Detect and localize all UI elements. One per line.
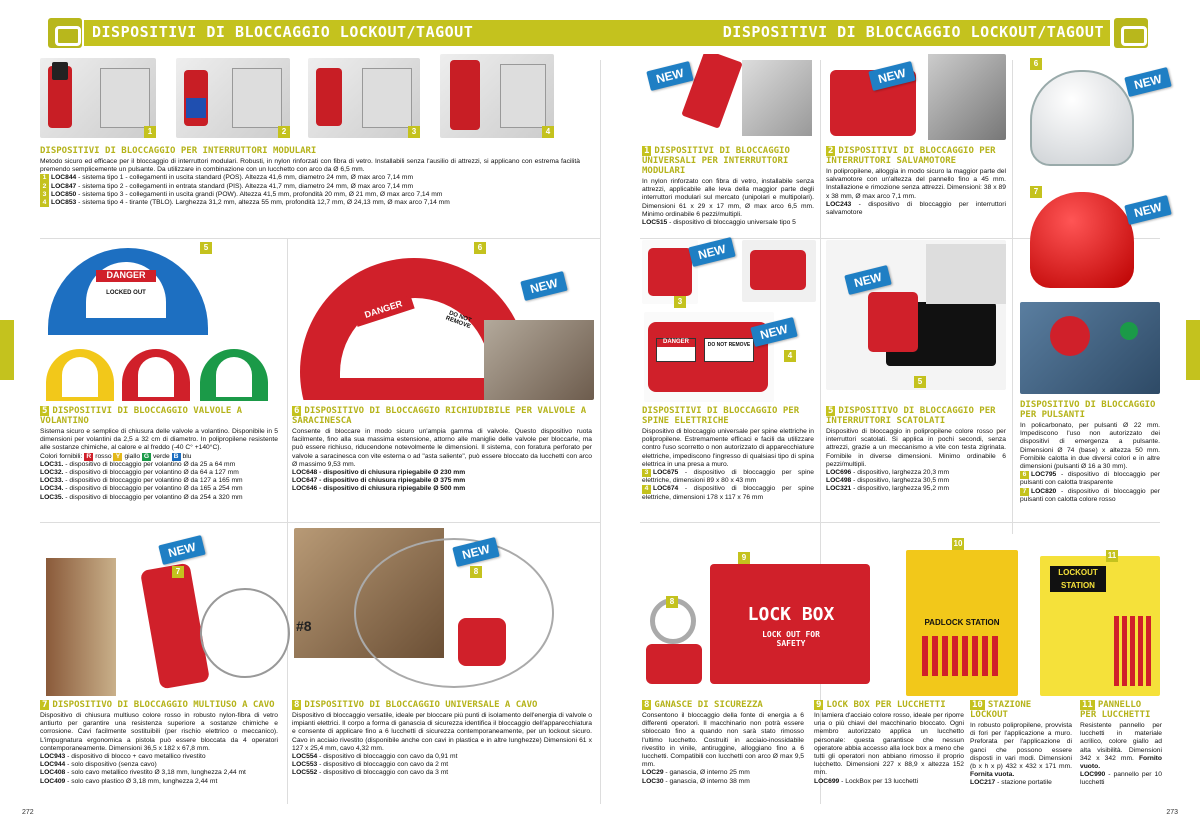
photo-number: 6 [474, 242, 486, 254]
divider [1012, 60, 1013, 534]
section-title: 11 PANNELLO PER LUCCHETTI [1080, 700, 1151, 720]
section-description: Resistente pannello per lucchetti in materiale acrilico, colore giallo ad alta visibilità. Dimensioni 342 x 342 mm. Fornito vuoto. [1080, 722, 1162, 771]
section-description: Metodo sicuro ed efficace per il bloccaggio di interruttori modulari. Robusti, in nylon rinforzati con fibra di vetro. Installabili senza l'ausilio di attrezzi, si applicano con estrema facilità premendo semplicemente un pulsante. Da utilizzare in combinazione con un lucchetto con arco da Ø 6,5 mm. [40, 158, 580, 174]
product-photo-lockbox [706, 550, 876, 696]
product-photo-button-panel [1020, 302, 1160, 394]
product-photo-plug-open [742, 240, 816, 302]
product-row: LOC553 - dispositivo di bloccaggio con cavo da 2 mt [292, 761, 449, 769]
section-title: 1 DISPOSITIVI DI BLOCCAGGIO UNIVERSALI PER INTERRUTTORI MODULARI [642, 146, 790, 176]
product-row: 1 LOC844 - sistema tipo 1 - collegamenti in uscita standard (POS). Altezza 41,6 mm, diametro 24 mm, Ø max arco 7,14 mm [40, 174, 580, 182]
product-row: LOC552 - dispositivo di bloccaggio con cavo da 3 mt [292, 769, 449, 777]
product-row: LOC30 - ganascia, Ø interno 38 mm [642, 777, 750, 785]
product-photo-loc844 [40, 58, 156, 138]
page-title-left: DISPOSITIVI DI BLOCCAGGIO LOCKOUT/TAGOUT [92, 23, 474, 41]
section-title: 6 DISPOSITIVO DI BLOCCAGGIO RICHIUDIBILE PER VALVOLE A SARACINESCA [292, 406, 587, 426]
divider [600, 60, 601, 804]
section-plug-lockout [642, 406, 814, 518]
new-badge: NEW [688, 237, 736, 267]
section-description: Dispositivo di chiusura multiuso colore rosso in robusto nylon-fibra di vetro antiurto per garantire una resistenza superiore a sostanze chimiche e corrosione. Cavi facilmente sostituibili (per rischio elettrico o meccanico). L'impugnatura ergonomica a pistola può essere bloccata da 4 operatori contemporaneamente. Dimensioni 36,5 x 182 x 67,8 mm. [40, 712, 278, 752]
product-row: LOC554 - dispositivo di bloccaggio con cavo da 0,91 mt [292, 753, 458, 761]
section-hasp [642, 700, 804, 804]
section-valve-wheel [40, 406, 278, 518]
section-title: DISPOSITIVO DI BLOCCAGGIO PER PULSANTI [1020, 400, 1156, 420]
product-row: 7 LOC820 - dispositivo di bloccaggio per pulsanti con calotta colore rosso [1020, 487, 1160, 503]
product-photo-loc853 [440, 54, 554, 138]
new-badge: NEW [158, 535, 206, 565]
section-lockout-station [970, 700, 1072, 804]
product-row: LOC647 - dispositivo di chiusura ripiegabile Ø 375 mm [292, 477, 466, 485]
page-title-right: DISPOSITIVI DI BLOCCAGGIO LOCKOUT/TAGOUT [722, 23, 1104, 41]
section-description: Sistema sicuro e semplice di chiusura delle valvole a volantino. Disponibile in 5 dimensioni per volantini da 2,5 a 32 cm di diametro. In polipropilene resistente alle sostanze chimiche, al calore e al freddo (-40 C° +140°C). [40, 428, 278, 452]
photo-number: 5 [914, 376, 926, 388]
product-photo-gate-valve [294, 240, 594, 400]
photo-number: 9 [738, 552, 750, 564]
product-row: LOC944 - solo dispositivo (senza cavo) [40, 761, 157, 769]
section-push-button [1020, 400, 1160, 520]
product-row: LOC32. - dispositivo di bloccaggio per volantino Ø da 64 a 127 mm [40, 469, 239, 477]
header-bar-right [600, 20, 1110, 46]
product-row: 4 LOC674 - dispositivo di bloccaggio per spine elettriche, dimensioni 178 x 117 x 76 mm [642, 485, 814, 501]
section-description: Dispositivo di bloccaggio versatile, ideale per bloccare più punti di isolamento dell'energia di valvole o impianti elettrici. Il corpo a forma di ganascia di sicurezza identifica il bloccaggio dell'apparecchiatura e consente di applicare fino a 6 lucchetti di sicurezza contemporaneamente, per un lockout sicuro. Cavo in acciaio rivestito (disponibile anche con cavi in plastica e in altre lunghezze) Dimensioni 61 x 127 x 25,4 mm, cavo 4,32 mm. [292, 712, 592, 752]
danger-label: DANGER [96, 270, 156, 282]
section-description: Dispositivo di bloccaggio universale per spine elettriche in polipropilene. Estremamente efficaci e facili da utilizzare contro l'uso scorretto o non autorizzato di apparecchiature elettriche, impediscono l'ingresso di qualsiasi tipo di spina elettrica in una presa a muro. [642, 428, 814, 468]
photo-number: 10 [953, 539, 963, 548]
photo-number: 5 [200, 242, 212, 254]
product-photo-valve-lockout [40, 240, 212, 335]
divider [640, 522, 1160, 523]
photo-number: 4 [784, 350, 796, 362]
product-row: LOC321 - dispositivo, larghezza 95,2 mm [826, 485, 950, 493]
section-title: 5 DISPOSITIVI DI BLOCCAGGIO VALVOLE A VOLANTINO [40, 406, 243, 426]
new-badge: NEW [1124, 67, 1172, 97]
photo-number: 3 [674, 296, 686, 308]
product-row: 2 LOC847 - sistema tipo 2 - collegamenti in entrata standard (PIS). Altezza 41,7 mm, diametro 24 mm, Ø max arco 7,14 mm [40, 183, 580, 191]
page-number-right: 273 [1166, 809, 1178, 816]
section-universal-modular [642, 146, 814, 236]
section-title: 7 DISPOSITIVO DI BLOCCAGGIO MULTIUSO A CAVO [42, 700, 275, 710]
page-tab-left[interactable] [0, 320, 14, 380]
product-photo-valve-yellow [44, 343, 116, 401]
product-row: LOC33. - dispositivo di bloccaggio per volantino Ø da 127 a 165 mm [40, 477, 243, 485]
section-description: In policarbonato, per pulsanti Ø 22 mm. Impediscono l'uso non autorizzato dei dispositivi di emergenza a pulsante. Dimensioni Ø 74 (base) x altezza 50 mm. Fornibile calotta in due diversi colori e in altre dimensioni (pulsanti Ø 16 a 30 mm). [1020, 422, 1160, 471]
new-badge: NEW [750, 317, 798, 347]
product-photo-molded-breaker [826, 240, 1006, 390]
product-row: LOC696 - dispositivo, larghezza 20,3 mm [826, 469, 950, 477]
new-badge: NEW [520, 271, 568, 301]
photo-number: 2 [278, 126, 290, 138]
product-row: LOC699 - LockBox per 13 lucchetti [814, 777, 919, 785]
section-universal-cable [292, 700, 592, 804]
section-title: 10 STAZIONE LOCKOUT [970, 700, 1032, 720]
section-gate-valve [292, 406, 592, 518]
product-row: LOC217 - stazione portatile [970, 779, 1052, 787]
section-title: 8 DISPOSITIVO DI BLOCCAGGIO UNIVERSALE A CAVO [294, 700, 538, 710]
product-photo-valve-green [198, 343, 270, 401]
product-row: LOC34. - dispositivo di bloccaggio per volantino Ø da 165 a 254 mm [40, 485, 243, 493]
photo-number: 8 [470, 566, 482, 578]
section-title: 9 LOCK BOX PER LUCCHETTI [816, 700, 946, 710]
product-row: LOC409 - solo cavo plastico Ø 3,18 mm, lunghezza 2,44 mt [40, 777, 218, 785]
divider [40, 238, 600, 239]
lockout-logo-icon [1114, 18, 1148, 48]
product-row: LOC35. - dispositivo di bloccaggio per volantino Ø da 254 a 320 mm [40, 493, 243, 501]
divider [40, 522, 600, 523]
photo-number: 4 [542, 126, 554, 138]
color-options: Colori fornibili: R rosso Y giallo G verde B blu [40, 452, 192, 460]
product-row: LOC31. - dispositivo di bloccaggio per volantino Ø da 25 a 64 mm [40, 460, 236, 468]
product-row: 4 LOC853 - sistema tipo 4 - tirante (TBLO). Larghezza 31,2 mm, altezza 55 mm, profondità 12,7 mm, Ø 24,13 mm, Ø max arco 7,14 mm [40, 199, 580, 207]
lockout-logo-icon [48, 18, 82, 48]
new-badge: NEW [646, 61, 694, 91]
tag-number: #8 [296, 618, 312, 634]
photo-number: 11 [1107, 551, 1117, 560]
new-badge: NEW [844, 265, 892, 295]
photo-number: 7 [1030, 186, 1042, 198]
product-row: LOC408 - solo cavo metallico rivestito Ø 3,18 mm, lunghezza 2,44 mt [40, 769, 246, 777]
danger-label: DANGER [657, 339, 695, 347]
section-title: 2 DISPOSITIVI DI BLOCCAGGIO PER INTERRUTTORI SALVAMOTORE [826, 146, 996, 166]
header-bar-left [84, 20, 600, 46]
panel-label: LOCKOUT STATION [1050, 566, 1106, 592]
section-title: DISPOSITIVI DI BLOCCAGGIO PER SPINE ELETTRICHE [642, 406, 800, 426]
product-photo-padlock-panel [1040, 556, 1160, 696]
new-badge: NEW [868, 61, 916, 91]
page-number-left: 272 [22, 809, 34, 816]
danger-label: DANGER [353, 295, 414, 327]
section-multi-cable [40, 700, 278, 804]
product-photo-loc850 [308, 58, 420, 138]
section-description: Consente di bloccare in modo sicuro un'ampia gamma di valvole. Questo dispositivo ruota facilmente, fino alla sua massima estensione, attorno alle maniglie delle valvole per bloccarle, ma può essere richiuso, riducendone notevolmente le dimensioni. Il sistema, con foratura perforato per valvole a saracinesca con vite esterna o ad "asta saliente", può essere bloccato da lucchetti con arco Ø massimo 9,53 mm. [292, 428, 592, 468]
divider [287, 238, 288, 804]
product-photo-loc847 [176, 58, 290, 138]
photo-number: 6 [1030, 58, 1042, 70]
product-row: 3 LOC850 - sistema tipo 3 - collegamenti in uscita grandi (POW). Altezza 41,5 mm, profondità 20 mm, Ø 21 mm, Ø max arco 7,14 mm [40, 191, 580, 199]
section-description: Consentono il bloccaggio della fonte di energia a 6 differenti operatori. Il macchinario non potrà essere sbloccato fino a quando non sarà stato rimosso l'ultimo lucchetto. Costruiti in acciaio-inossidabile rivestito in vinile, antiruggine, alloggiano fino a 6 lucchetti. Compatibili con lucchetti con arco Ø max 9,5 mm. [642, 712, 804, 769]
section-title: DISPOSITIVI DI BLOCCAGGIO PER INTERRUTTORI MODULARI [40, 146, 317, 156]
section-description: In robusto polipropilene, provvista di fori per l'applicazione a muro. Preforata per l'applicazione di ganci che possono essere disposti in vari modi. Dimensioni (b x h x p) 432 x 432 x 171 mm. Fornita vuota. [970, 722, 1072, 779]
do-not-remove-label: DO NOT REMOVE [707, 342, 751, 348]
product-row: 6 LOC795 - dispositivo di bloccaggio per pulsanti con calotta trasparente [1020, 471, 1160, 487]
product-photo-lockout-station [906, 550, 1018, 696]
section-description: In lamiera d'acciaio colore rosso, ideale per riporre una o più chiavi del macchinario bloccato. Ogni membro autorizzato applica un lucchetto personale: questa garantisce che nessun operatore abbia accesso alla lock box a meno che tutti gli operatori non abbiano rimosso il proprio lucchetto. Dimensioni 227 x 88,9 x altezza 152 mm. [814, 712, 964, 777]
section-padlock-panel [1080, 700, 1162, 804]
product-row: LOC515 - dispositivo di bloccaggio universale tipo 5 [642, 219, 796, 227]
section-description: In nylon rinforzato con fibra di vetro, installabile senza attrezzi, applicabile alle leva della maggior parte degli interruttori modulari sul mercato (unipolari e multipolari). Dimensioni 61 x 29 x 17 mm, Ø max arco 6,5 mm. Minimo ordinabile 6 pezzi/multipli. [642, 178, 814, 218]
photo-number: 8 [666, 596, 678, 608]
page-tab-right[interactable] [1186, 320, 1200, 380]
product-photo-universal-cable [294, 528, 594, 696]
product-row: 3 LOC675 - dispositivo di bloccaggio per spine elettriche, dimensioni 89 x 80 x 43 mm [642, 469, 814, 485]
product-photo-valve-red [120, 343, 192, 401]
section-motor-breaker [826, 146, 1006, 236]
lockbox-sublabel: LOCK OUT FOR SAFETY [762, 630, 820, 648]
product-row: LOC990 - pannello per 10 lucchetti [1080, 771, 1162, 787]
product-row: LOC648 - dispositivo di chiusura ripiegabile Ø 230 mm [292, 469, 466, 477]
product-row: LOC646 - dispositivo di chiusura ripiegabile Ø 500 mm [292, 485, 466, 493]
photo-number: 1 [144, 126, 156, 138]
product-photo-motor-breaker [824, 54, 1006, 140]
product-row: LOC943 - dispositivo di blocco + cavo metallico rivestito [40, 753, 206, 761]
section-modular-breakers [40, 146, 580, 236]
photo-number: 3 [408, 126, 420, 138]
new-badge: NEW [452, 537, 500, 567]
new-badge: NEW [1124, 195, 1172, 225]
photo-number: 7 [172, 566, 184, 578]
station-label: PADLOCK STATION [924, 618, 1000, 627]
do-not-remove-label: DO NOT REMOVE [444, 310, 473, 331]
product-row: LOC29 - ganascia, Ø interno 25 mm [642, 769, 750, 777]
section-title: 8 GANASCE DI SICUREZZA [644, 700, 763, 710]
section-description: In polipropilene, alloggia in modo sicuro la maggior parte del salvamotore con un'altezza del pannello fino a 45 mm. Installazione e rimozione senza attrezzi. Dimensioni: 38 x 89 x 38 mm, Ø max arco 7,1 mm. [826, 168, 1006, 200]
section-molded-breaker [826, 406, 1006, 518]
section-description: Dispositivo di bloccaggio in polipropilene colore rosso per interruttori scatolati. Si applica in pochi secondi, senza attrezzi, grazie a un meccanismo a vite con testa zigrinata. Fornibile in diverse dimensioni. Minimo ordinabile 6 pezzi/multipli. [826, 428, 1006, 468]
section-lockbox [814, 700, 964, 804]
lockbox-label: LOCK BOX [747, 604, 835, 625]
product-row: LOC243 - dispositivo di bloccaggio per interruttori salvamotore [826, 200, 1006, 217]
product-row: LOC498 - dispositivo, larghezza 30,5 mm [826, 477, 950, 485]
section-title: 5 DISPOSITIVO DI BLOCCAGGIO PER INTERRUTTORI SCATOLATI [826, 406, 996, 426]
locked-out-label: LOCKED OUT [106, 290, 146, 296]
